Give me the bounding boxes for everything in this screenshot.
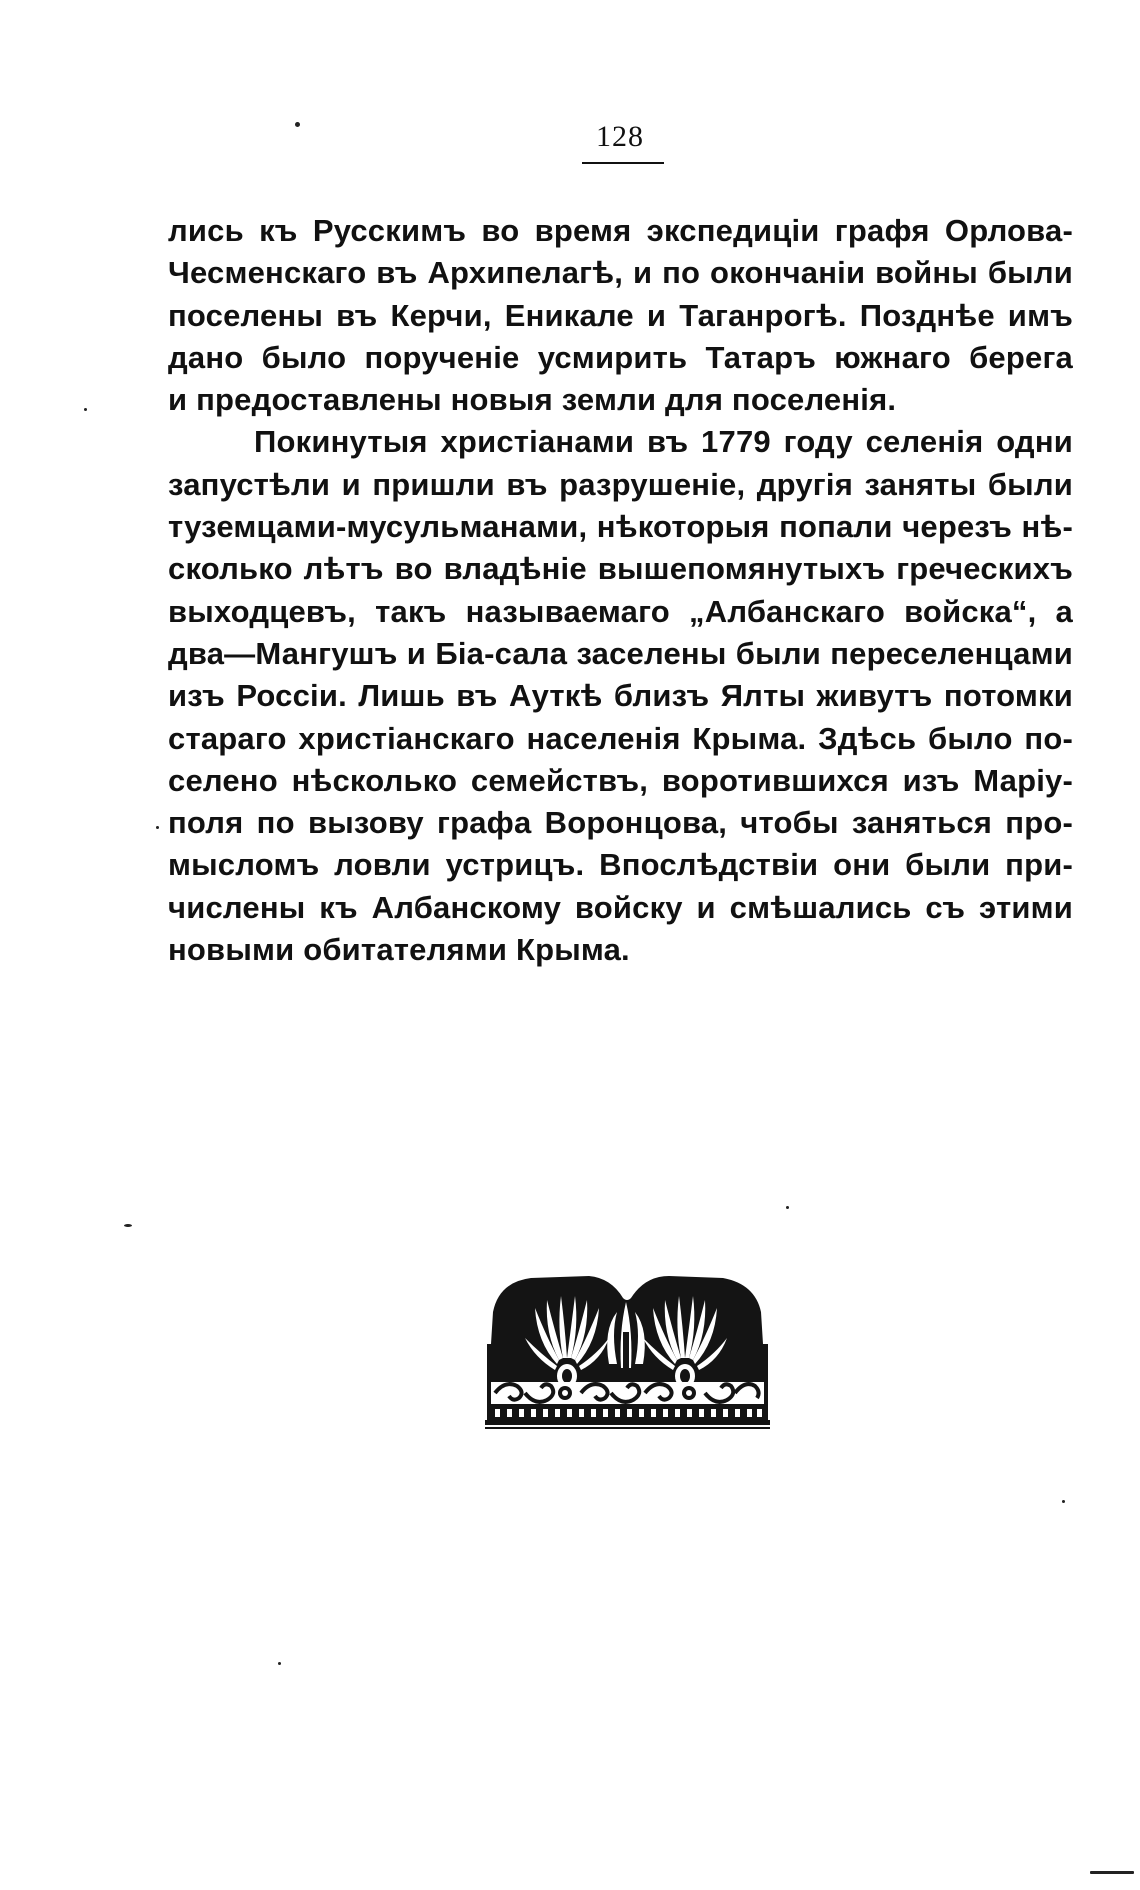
text-line: два—Мангушъ и Біа-сала заселены были переселенцами — [168, 635, 1073, 671]
text-line: числены къ Албанскому войску и смѣшались съ этими — [168, 889, 1073, 925]
text-line: Чесменскаго въ Архипелагѣ, и по окончаніи войны были — [168, 255, 1073, 291]
text-line: и предоставлены новыя земли для поселенія. — [168, 382, 897, 418]
body-text — [168, 210, 1073, 971]
scan-speck — [156, 826, 159, 829]
text-line: запустѣли и пришли въ разрушеніе, другія заняты были — [168, 466, 1073, 502]
text-line: селено нѣсколько семействъ, воротившихся изъ Маріу- — [168, 762, 1073, 798]
scan-speck — [1090, 1871, 1134, 1874]
text-line: дано было порученіе усмирить Татаръ южнаго берега — [168, 339, 1073, 375]
page-number: 128 — [596, 120, 644, 153]
scan-speck — [124, 1224, 132, 1227]
scan-speck — [278, 1662, 281, 1665]
text-line: лись къ Русскимъ во время экспедиціи графя Орлова- — [168, 213, 1073, 248]
palmette-tailpiece-ornament-icon — [485, 1272, 770, 1430]
text-line: сколько лѣтъ во владѣніе вышепомянутыхъ греческихъ — [168, 551, 1073, 587]
text-line: поля по вызову графа Воронцова, чтобы заняться про- — [168, 805, 1073, 841]
scan-speck — [84, 408, 87, 411]
text-line: поселены въ Керчи, Еникале и Таганрогѣ. Позднѣе имъ — [168, 297, 1073, 333]
text-line: мысломъ ловли устрицъ. Впослѣдствіи они были при- — [168, 847, 1073, 883]
text-line: выходцевъ, такъ называемаго „Албанскаго войска“, а — [168, 593, 1073, 629]
text-line: новыми обитателями Крыма. — [168, 932, 630, 968]
page-number-underline — [582, 162, 664, 164]
text-line: стараго христіанскаго населенія Крыма. Здѣсь было по- — [168, 720, 1073, 756]
scan-speck — [786, 1206, 789, 1209]
text-line: изъ Россіи. Лишь въ Ауткѣ близъ Ялты живутъ потомки — [168, 678, 1073, 714]
paragraph-first-line: Покинутыя христіанами въ 1779 году селенія одни — [254, 424, 1073, 460]
text-line: туземцами-мусульманами, нѣкоторыя попали черезъ нѣ- — [168, 509, 1073, 545]
scan-speck — [1062, 1500, 1065, 1503]
scan-speck — [295, 122, 300, 127]
